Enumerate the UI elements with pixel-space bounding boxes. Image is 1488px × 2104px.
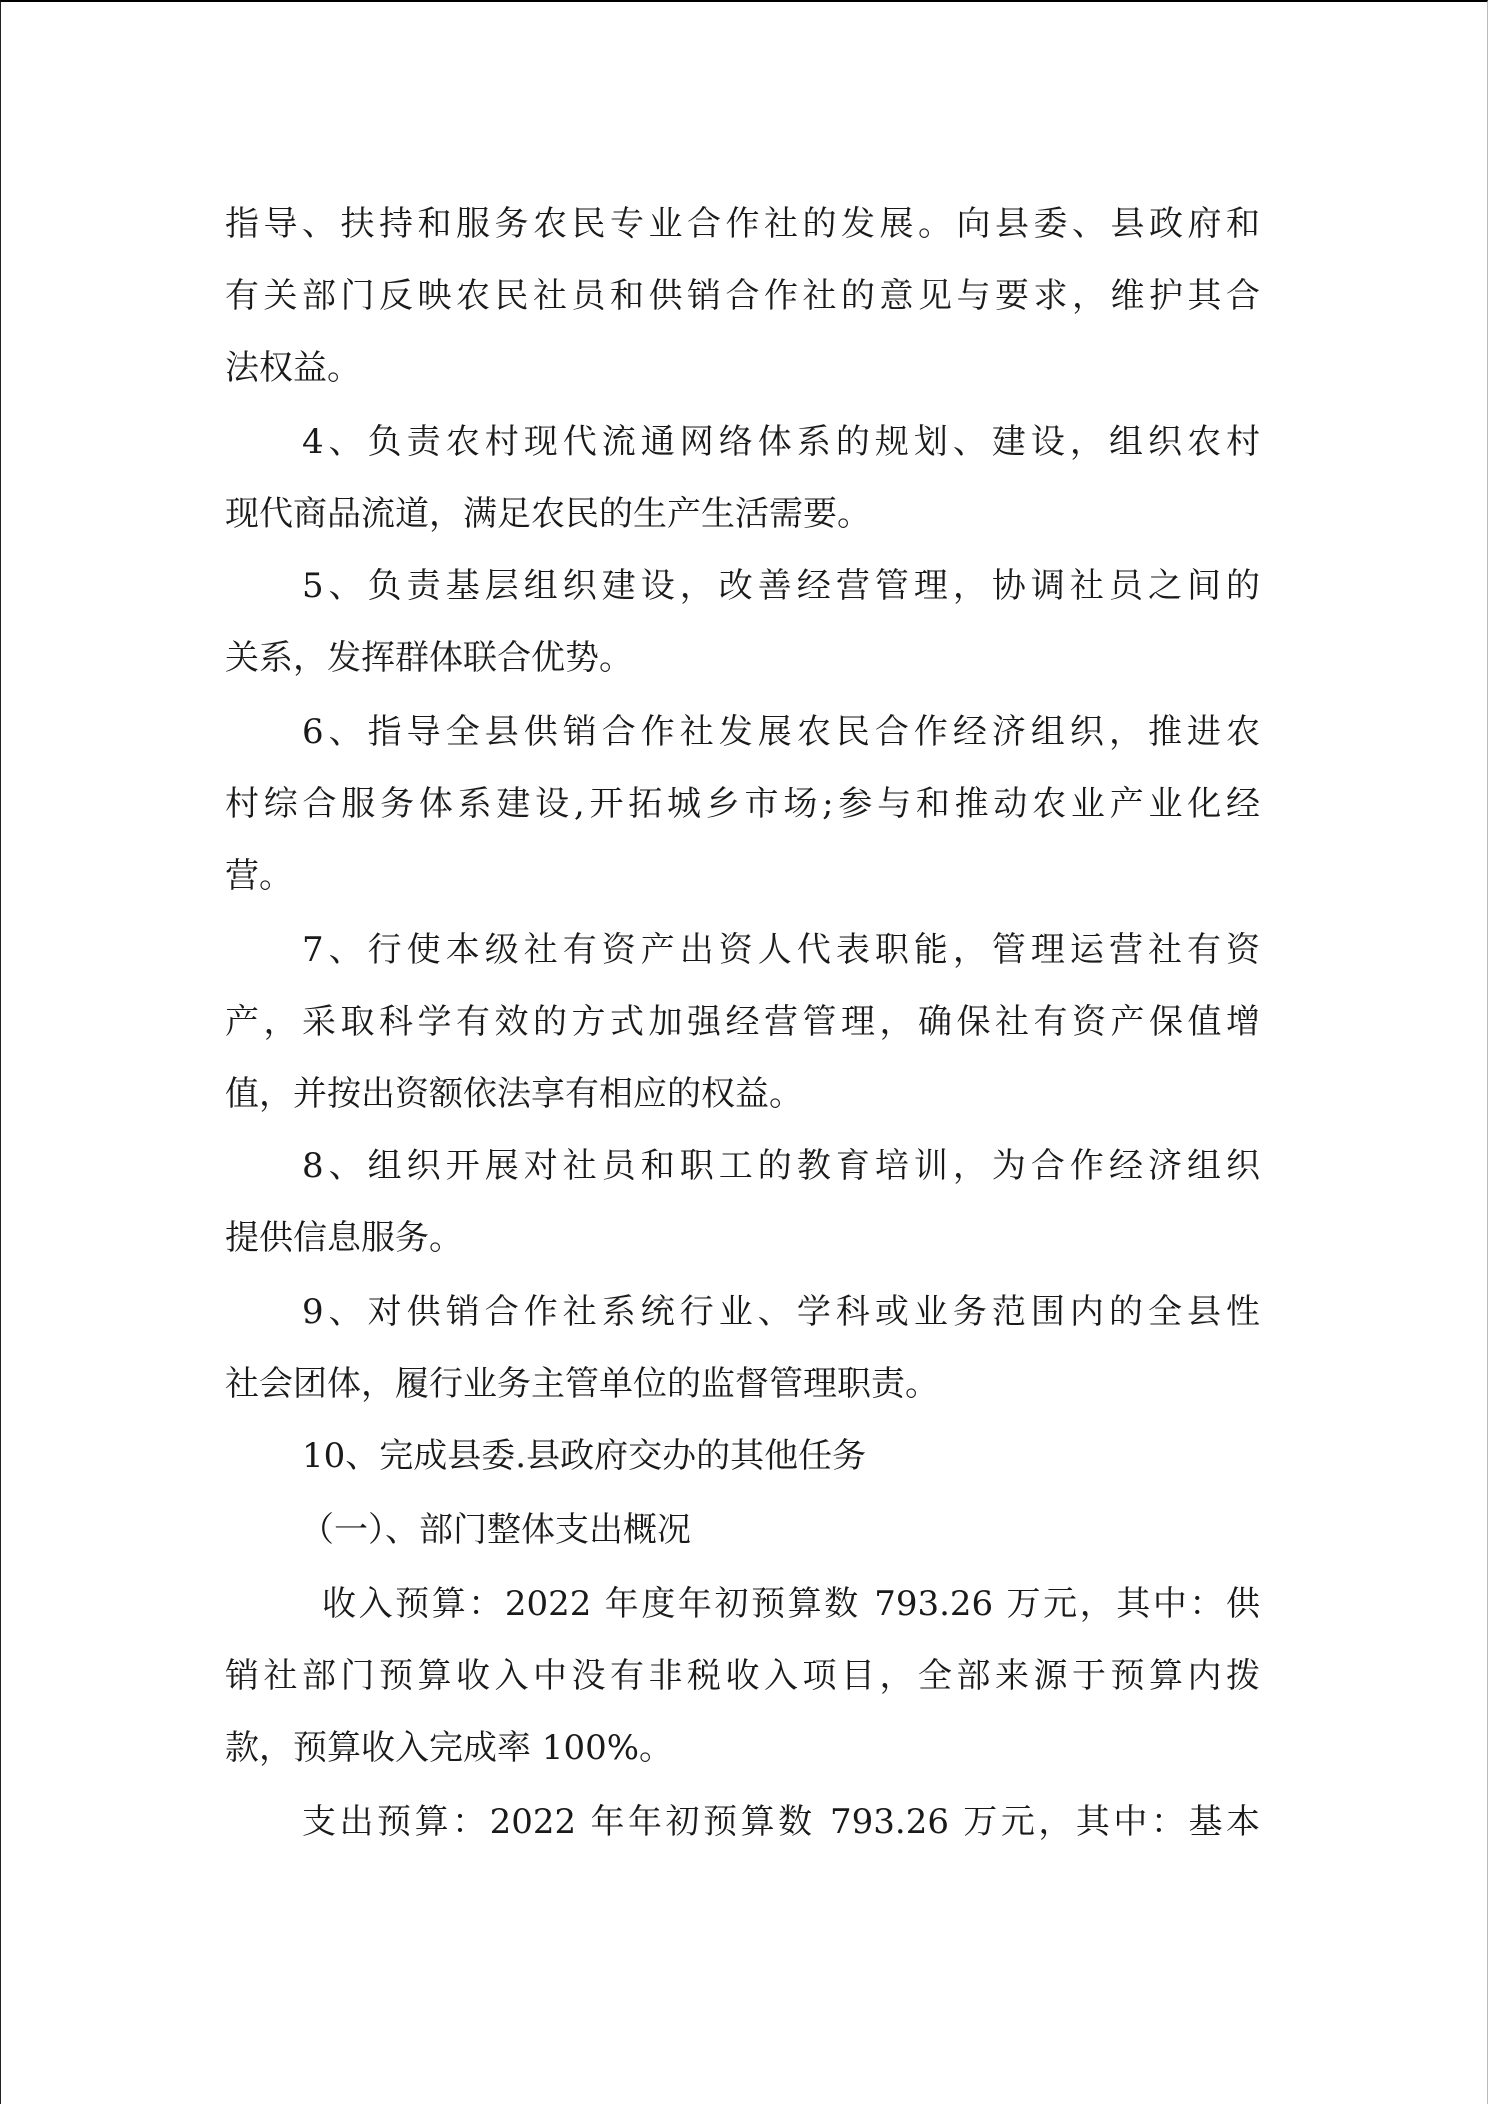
text-line: 8、组织开展对社员和职工的教育培训，为合作经济组织 (302, 1146, 1260, 1186)
text-line: 提供信息服务。 (225, 1218, 463, 1258)
text-line: 销社部门预算收入中没有非税收入项目，全部来源于预算内拨 (225, 1656, 1260, 1696)
text-line: 营。 (225, 856, 293, 896)
text-line: 村综合服务体系建设,开拓城乡市场;参与和推动农业产业化经 (225, 784, 1260, 824)
text-line: 6、指导全县供销合作社发展农民合作经济组织，推进农 (302, 712, 1260, 752)
text-line: 值，并按出资额依法享有相应的权益。 (225, 1074, 803, 1114)
text-line: 产，采取科学有效的方式加强经营管理，确保社有资产保值增 (225, 1002, 1260, 1042)
section-heading: （一）、部门整体支出概况 (300, 1510, 691, 1550)
text-line: 有关部门反映农民社员和供销合作社的意见与要求，维护其合 (225, 276, 1260, 316)
text-line: 支出预算：2022 年年初预算数 793.26 万元，其中：基本 (302, 1802, 1260, 1842)
text-line: 7、行使本级社有资产出资人代表职能，管理运营社有资 (302, 930, 1260, 970)
text-line: 9、对供销合作社系统行业、学科或业务范围内的全县性 (302, 1292, 1260, 1332)
text-line: 关系，发挥群体联合优势。 (225, 638, 633, 678)
text-line: 4、负责农村现代流通网络体系的规划、建设，组织农村 (302, 422, 1260, 462)
text-line: 现代商品流道，满足农民的生产生活需要。 (225, 494, 871, 534)
text-line: 5、负责基层组织建设，改善经营管理，协调社员之间的 (302, 566, 1260, 606)
text-line: 社会团体，履行业务主管单位的监督管理职责。 (225, 1364, 939, 1404)
text-line: 10、完成县委.县政府交办的其他任务 (302, 1436, 867, 1476)
text-line: 指导、扶持和服务农民专业合作社的发展。向县委、县政府和 (225, 204, 1260, 244)
text-line: 款，预算收入完成率 100%。 (225, 1728, 674, 1768)
text-line: 法权益。 (225, 348, 361, 388)
text-line: 收入预算：2022 年度年初预算数 793.26 万元，其中：供 (322, 1584, 1260, 1624)
